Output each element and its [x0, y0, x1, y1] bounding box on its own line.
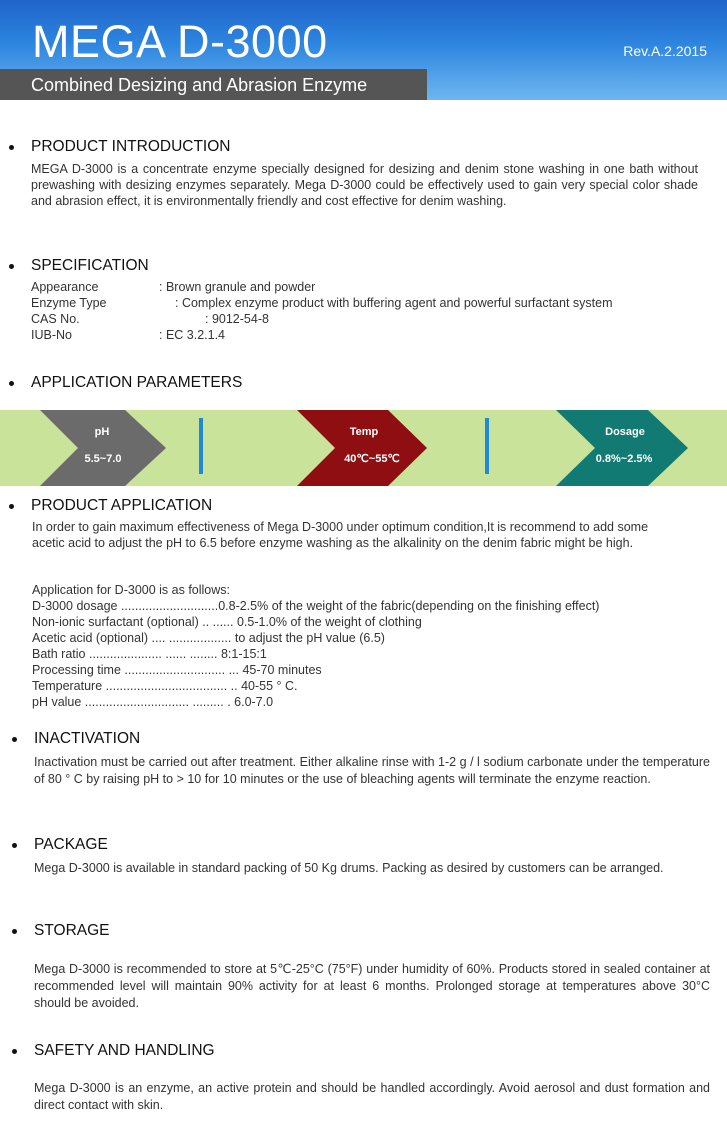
section-title-application: PRODUCT APPLICATION	[31, 497, 213, 514]
section-title-inactivation: INACTIVATION	[34, 730, 141, 747]
product-title: MEGA D-3000	[32, 16, 328, 67]
application-row: pH value .............................. ......... . 6.0-7.0	[32, 695, 274, 709]
application-intro: Application for D-3000 is as follows:	[32, 583, 231, 597]
section-title-specification: SPECIFICATION	[31, 257, 149, 274]
temp-value: 40℃~55℃	[344, 453, 400, 465]
bullet-icon	[9, 504, 14, 509]
divider-line	[199, 418, 203, 474]
application-text: In order to gain maximum effectiveness of Mega D-3000 under optimum condition,It is recommend to add some acetic acid to adjust the pH to 6.5 before enzyme washing as the alkalinity on the denim fabric might be high.	[32, 520, 649, 550]
application-row: Processing time ............................. ... 45-70 minutes	[32, 663, 322, 677]
package-text: Mega D-3000 is available in standard packing of 50 Kg drums. Packing as desired by customers can be arranged.	[34, 861, 664, 875]
application-row: Acetic acid (optional) .... .................. to adjust the pH value (6.5)	[32, 631, 385, 645]
parameters-band	[0, 410, 727, 486]
ph-label: pH	[94, 426, 110, 438]
temp-label: Temp	[349, 426, 379, 438]
spec-value: : 9012-54-8	[205, 312, 269, 326]
subtitle-bar	[0, 69, 427, 100]
ph-value: 5.5~7.0	[84, 453, 122, 465]
application-row: Temperature ................................... .. 40-55 ° C.	[32, 679, 298, 693]
spec-label: CAS No.	[31, 312, 80, 326]
ph-arrow	[40, 410, 166, 486]
dosage-label: Dosage	[605, 426, 645, 438]
section-title-intro: PRODUCT INTRODUCTION	[31, 138, 231, 155]
parameters-graphic	[0, 410, 727, 486]
product-subtitle: Combined Desizing and Abrasion Enzyme	[31, 75, 368, 95]
spec-label: Enzyme Type	[31, 296, 107, 310]
storage-text: Mega D-3000 is recommended to store at 5℃-25°C (75°F) under humidity of 60%. Products stored in sealed container at recommended level will maintain 90% activity for at least 6 months. Prolonged storage at temperatures above 30°C should be avoided.	[34, 962, 710, 1010]
safety-text: Mega D-3000 is an enzyme, an active protein and should be handled accordingly. Avoid aerosol and dust formation and direct contact with skin.	[34, 1081, 710, 1112]
intro-text: MEGA D-3000 is a concentrate enzyme specially designed for desizing and denim stone washing in one bath without prewashing with desizing enzymes separately. Mega D-3000 could be effectively used to gain very special color shade and abrasion effect, it is environmentally friendly and cost effective for denim washing.	[31, 162, 698, 208]
application-row: Non-ionic surfactant (optional) .. ...... 0.5-1.0% of the weight of clothing	[32, 615, 422, 629]
inactivation-text: Inactivation must be carried out after treatment. Either alkaline rinse with 1-2 g / l sodium carbonate under the temperature of 80 ° C by raising pH to > 10 for 10 minutes or the use of bleaching agents will terminate the enzyme reaction.	[34, 755, 710, 786]
application-row: Bath ratio ..................... ...... ........ 8:1-15:1	[32, 647, 267, 661]
section-title-package: PACKAGE	[34, 836, 108, 853]
spec-value: : Complex enzyme product with buffering agent and powerful surfactant system	[175, 296, 613, 310]
dosage-arrow	[556, 410, 688, 486]
section-title-parameters: APPLICATION PARAMETERS	[31, 374, 243, 391]
spec-label: IUB-No	[31, 328, 72, 342]
revision-label: Rev.A.2.2015	[623, 43, 707, 59]
application-row: D-3000 dosage ............................0.8-2.5% of the weight of the fabric(depending on the finishing effect)	[32, 599, 600, 613]
bullet-icon	[12, 1049, 17, 1054]
bullet-icon	[9, 381, 14, 386]
divider-line	[485, 418, 489, 474]
spec-value: : EC 3.2.1.4	[159, 328, 226, 342]
dosage-value: 0.8%~2.5%	[595, 453, 653, 465]
bullet-icon	[12, 843, 17, 848]
bullet-icon	[12, 737, 17, 742]
bullet-icon	[9, 145, 14, 150]
spec-value: : Brown granule and powder	[159, 280, 316, 294]
section-title-storage: STORAGE	[34, 922, 110, 939]
spec-label: Appearance	[31, 280, 99, 294]
bullet-icon	[12, 929, 17, 934]
bullet-icon	[9, 264, 14, 269]
temp-arrow	[297, 410, 427, 486]
section-title-safety: SAFETY AND HANDLING	[34, 1042, 215, 1059]
